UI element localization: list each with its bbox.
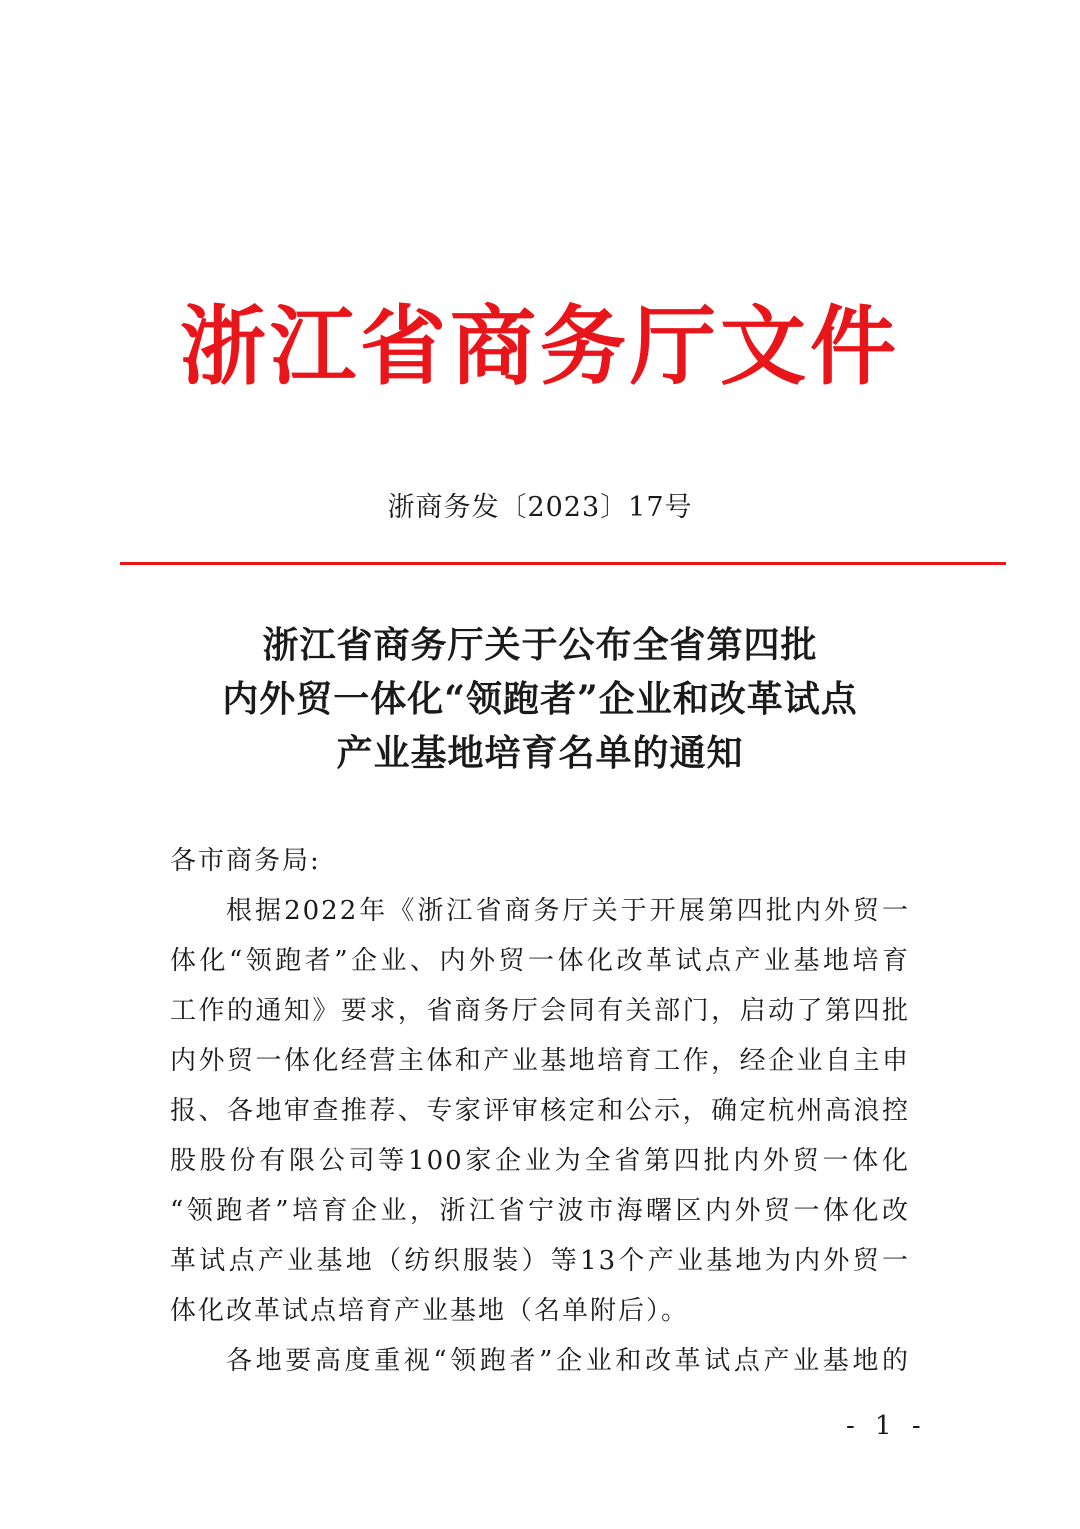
body-line-1: 根据2022年《浙江省商务厅关于开展第四批内外贸一 xyxy=(226,896,910,926)
notice-title-line-2: 内外贸一体化“领跑者”企业和改革试点 xyxy=(222,678,858,720)
body-line-8: 革试点产业基地（纺织服装）等13个产业基地为内外贸一 xyxy=(170,1246,910,1276)
notice-title xyxy=(0,618,1080,780)
notice-title-line-1: 浙江省商务厅关于公布全省第四批 xyxy=(262,624,818,666)
body-line-7: “领跑者”培育企业，浙江省宁波市海曙区内外贸一体化改 xyxy=(170,1196,910,1226)
body-line-5: 报、各地审查推荐、专家评审核定和公示，确定杭州高浪控 xyxy=(170,1096,910,1126)
red-divider-line xyxy=(120,562,1006,565)
document-number: 浙商务发〔2023〕17号 xyxy=(387,492,693,523)
body-line-10: 各地要高度重视“领跑者”企业和改革试点产业基地的 xyxy=(226,1346,910,1376)
document-header-title: 浙江省商务厅文件 xyxy=(180,297,900,397)
salutation: 各市商务局: xyxy=(170,846,321,876)
body-line-2: 体化“领跑者”企业、内外贸一体化改革试点产业基地培育 xyxy=(170,946,910,976)
body-line-4: 内外贸一体化经营主体和产业基地培育工作，经企业自主申 xyxy=(170,1046,910,1076)
body-line-9: 体化改革试点培育产业基地（名单附后）。 xyxy=(170,1296,690,1326)
page-number: - 1 - xyxy=(846,1411,927,1441)
notice-body xyxy=(170,836,910,1386)
body-line-3: 工作的通知》要求，省商务厅会同有关部门，启动了第四批 xyxy=(170,996,910,1026)
body-line-6: 股股份有限公司等100家企业为全省第四批内外贸一体化 xyxy=(170,1146,910,1176)
notice-title-line-3: 产业基地培育名单的通知 xyxy=(336,732,744,774)
